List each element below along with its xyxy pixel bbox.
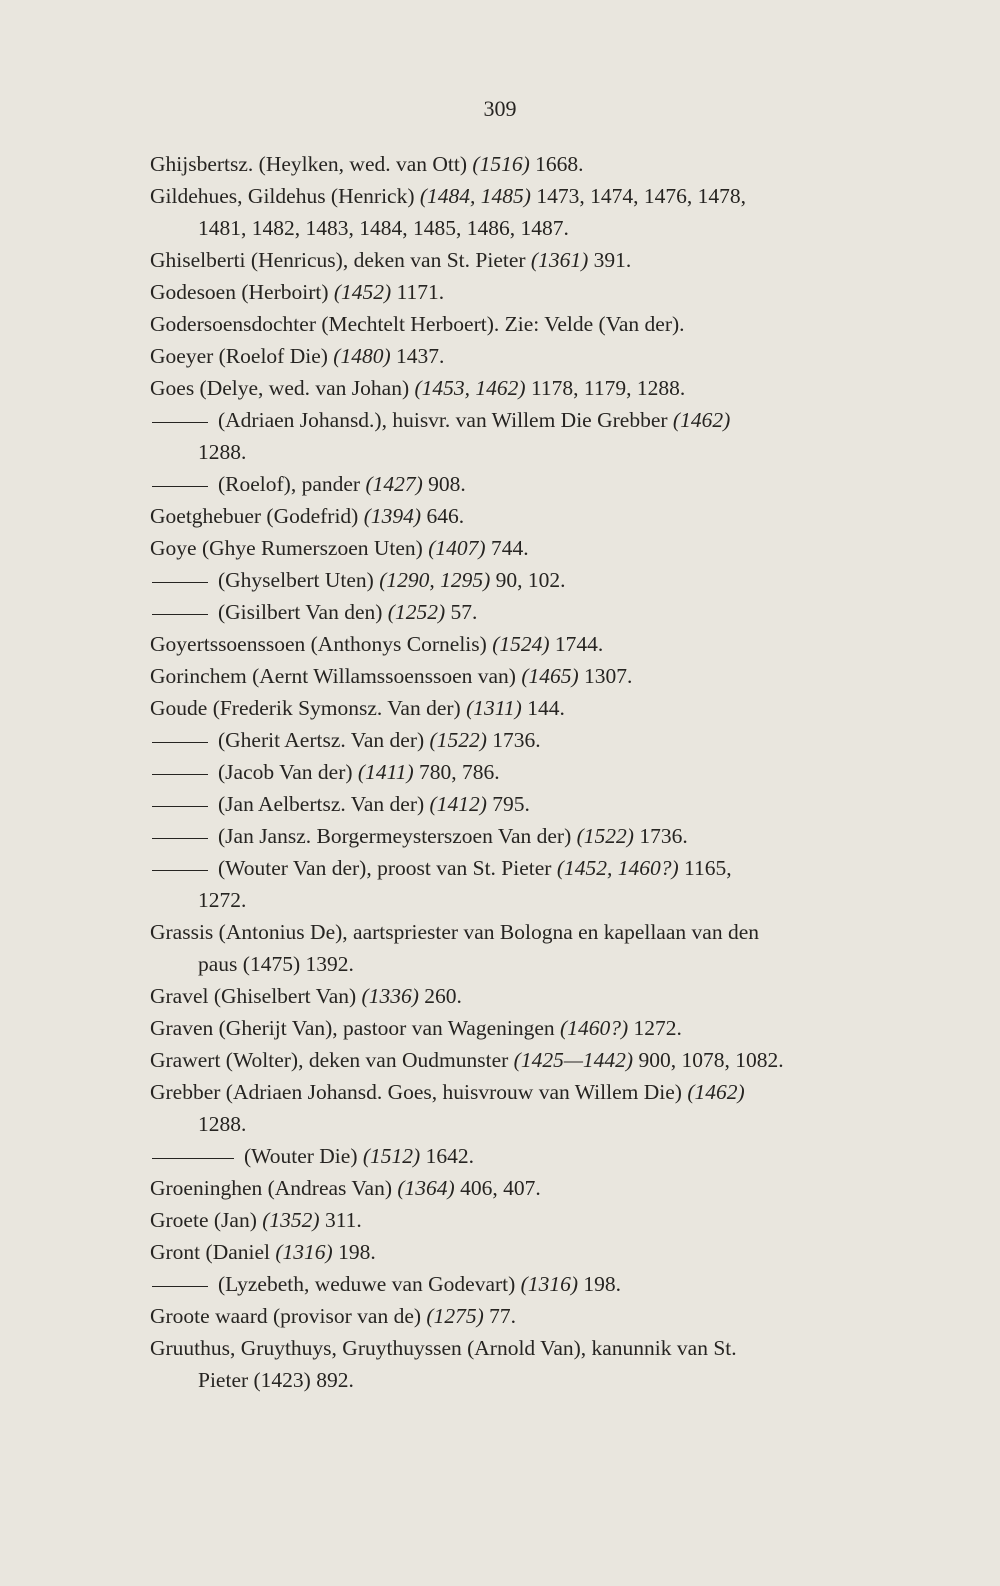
entry-text: Goeyer (Roelof Die) [150,344,334,368]
entry-continuation: paus (1475) 1392. [198,952,354,976]
index-subentry [150,820,890,852]
entry-refs: 908. [422,472,466,496]
entry-continuation: 1288. [198,440,247,464]
ditto-dash [152,422,208,423]
entry-text: (Wouter Die) [244,1144,363,1168]
entry-refs: 260. [418,984,462,1008]
ditto-dash [152,806,208,807]
entry-refs: 391. [588,248,632,272]
entry-refs: 144. [521,696,565,720]
entry-refs: 1171. [391,280,445,304]
entry-year: (1361) [530,248,589,272]
index-subentry [150,1268,890,1300]
index-entry [150,692,890,724]
index-entry [150,628,890,660]
entry-refs: 406, 407. [454,1176,541,1200]
entry-year: (1352) [262,1208,320,1232]
entry-text: (Roelof), pander [218,472,366,496]
ditto-dash [152,838,208,839]
index-entry [150,372,890,404]
ditto-dash [152,486,208,487]
index-entry [150,1300,890,1332]
entry-refs: 795. [486,792,530,816]
entry-year: (1452, 1460?) [556,856,679,880]
index-entry [150,1044,890,1076]
index-entry [150,916,890,980]
entry-refs: 1437. [390,344,445,368]
index-entry [150,1076,890,1140]
entry-text: Gruuthus, Gruythuys, Gruythuyssen (Arnold Van), kanunnik van St. [150,1336,737,1360]
index-subentry [150,596,890,628]
index-entry [150,1012,890,1044]
entry-year: (1524) [492,632,550,656]
entry-year: (1460?) [560,1016,629,1040]
index-entry [150,244,890,276]
ditto-dash [152,1286,208,1287]
index-entry [150,276,890,308]
entry-year: (1316) [275,1240,333,1264]
entry-text: Grebber (Adriaen Johansd. Goes, huisvrouw van Willem Die) [150,1080,688,1104]
entry-text: Goes (Delye, wed. van Johan) [150,376,415,400]
entry-text: Groete (Jan) [150,1208,263,1232]
entry-text: Gront (Daniel [150,1240,276,1264]
entry-year: (1462) [672,408,731,432]
entry-year: (1427) [365,472,423,496]
index-subentry [150,724,890,756]
entry-text: (Jacob Van der) [218,760,358,784]
index-subentry [150,788,890,820]
entry-text: (Gherit Aertsz. Van der) [218,728,430,752]
entry-year: (1480) [333,344,391,368]
entry-continuation: 1272. [198,888,247,912]
entry-year: (1516) [472,152,530,176]
entry-refs: 1642. [420,1144,474,1168]
entry-year: (1522) [429,728,487,752]
index-entry [150,340,890,372]
entry-year: (1407) [428,536,486,560]
entry-continuation: 1288. [198,1112,247,1136]
entry-text: Godersoensdochter (Mechtelt Herboert). Zie: Velde (Van der). [150,312,685,336]
index-subentry [150,468,890,500]
entry-year: (1484, 1485) [419,184,531,208]
entry-year: (1311) [466,696,522,720]
entry-year: (1452) [333,280,392,304]
entry-refs: 311. [319,1208,362,1232]
entry-year: (1290, 1295) [379,568,491,592]
index-entry [150,1172,890,1204]
ditto-dash [152,742,208,743]
entry-year: (1412) [429,792,487,816]
entry-text: Grassis (Antonius De), aartspriester van Bologna en kapellaan van den [150,920,759,944]
entry-text: (Wouter Van der), proost van St. Pieter [218,856,557,880]
entry-refs: 900, 1078, 1082. [633,1048,784,1072]
entry-continuation: Pieter (1423) 892. [198,1368,354,1392]
ditto-dash [152,582,208,583]
entry-text: Ghijsbertsz. (Heylken, wed. van Ott) [150,152,473,176]
index-entry [150,1332,890,1396]
index-subentry [150,564,890,596]
entry-text: Gorinchem (Aernt Willamssoenssoen van) [150,664,522,688]
entry-refs: 198. [578,1272,621,1296]
entry-refs: 1307. [578,664,633,688]
index-entry [150,308,890,340]
entry-year: (1465) [521,664,579,688]
index-entry [150,500,890,532]
entry-text: (Jan Aelbertsz. Van der) [218,792,430,816]
entry-refs: 1178, 1179, 1288. [525,376,686,400]
entry-text: Groeninghen (Andreas Van) [150,1176,398,1200]
entry-continuation: 1481, 1482, 1483, 1484, 1485, 1486, 1487. [198,216,569,240]
entry-year: (1316) [520,1272,578,1296]
entry-refs: 57. [445,600,478,624]
entry-year: (1252) [387,600,446,624]
entry-text: Groote waard (provisor van de) [150,1304,427,1328]
index-subentry [150,404,890,468]
index-subentry [150,756,890,788]
entry-text: Gildehues, Gildehus (Henrick) [150,184,420,208]
entry-year: (1411) [357,760,414,784]
entry-text: Goetghebuer (Godefrid) [150,504,364,528]
entry-text: Goyertssoenssoen (Anthonys Cornelis) [150,632,493,656]
entry-refs: 1744. [549,632,604,656]
ditto-dash [152,614,208,615]
entry-year: (1364) [397,1176,455,1200]
index-entry [150,148,890,180]
index-entry [150,660,890,692]
entry-year: (1512) [362,1144,421,1168]
entry-year: (1336) [361,984,419,1008]
ditto-dash [152,1158,234,1159]
index-entry [150,1236,890,1268]
entry-text: (Gisilbert Van den) [218,600,388,624]
entry-refs: 744. [485,536,529,560]
entry-text: Gravel (Ghiselbert Van) [150,984,362,1008]
index-entry [150,1204,890,1236]
index-entry [150,180,890,244]
entry-refs: 1668. [529,152,584,176]
entry-year: (1462) [687,1080,745,1104]
entry-year: (1394) [363,504,422,528]
entry-refs: 646. [421,504,465,528]
entry-refs: 1473, 1474, 1476, 1478, [530,184,746,208]
entry-refs: 1272. [628,1016,682,1040]
entry-refs: 1165, [678,856,732,880]
entry-year: (1453, 1462) [414,376,526,400]
entry-year: (1522) [576,824,634,848]
entry-text: (Adriaen Johansd.), huisvr. van Willem Die Grebber [218,408,673,432]
entry-refs: 1736. [486,728,541,752]
entry-refs: 90, 102. [490,568,566,592]
entry-text: Goye (Ghye Rumerszoen Uten) [150,536,429,560]
entry-year: (1425—1442) [513,1048,634,1072]
entry-text: (Ghyselbert Uten) [218,568,380,592]
index-subentry [150,1140,890,1172]
entry-refs: 198. [332,1240,376,1264]
index-subentry [150,852,890,916]
entry-text: (Jan Jansz. Borgermeysterszoen Van der) [218,824,577,848]
entry-text: Graven (Gherijt Van), pastoor van Wageningen [150,1016,561,1040]
entry-text: Grawert (Wolter), deken van Oudmunster [150,1048,514,1072]
entry-refs: 77. [483,1304,516,1328]
entry-text: Godesoen (Herboirt) [150,280,334,304]
index-entry [150,532,890,564]
ditto-dash [152,870,208,871]
entry-refs: 1736. [633,824,688,848]
entry-year: (1275) [426,1304,484,1328]
entry-text: Ghiselberti (Henricus), deken van St. Pieter [150,248,531,272]
entry-text: (Lyzebeth, weduwe van Godevart) [218,1272,521,1296]
entry-text: Goude (Frederik Symonsz. Van der) [150,696,467,720]
index-entries [150,148,890,1396]
entry-refs: 780, 786. [413,760,500,784]
page-number: 309 [483,96,517,121]
ditto-dash [152,774,208,775]
index-entry [150,980,890,1012]
